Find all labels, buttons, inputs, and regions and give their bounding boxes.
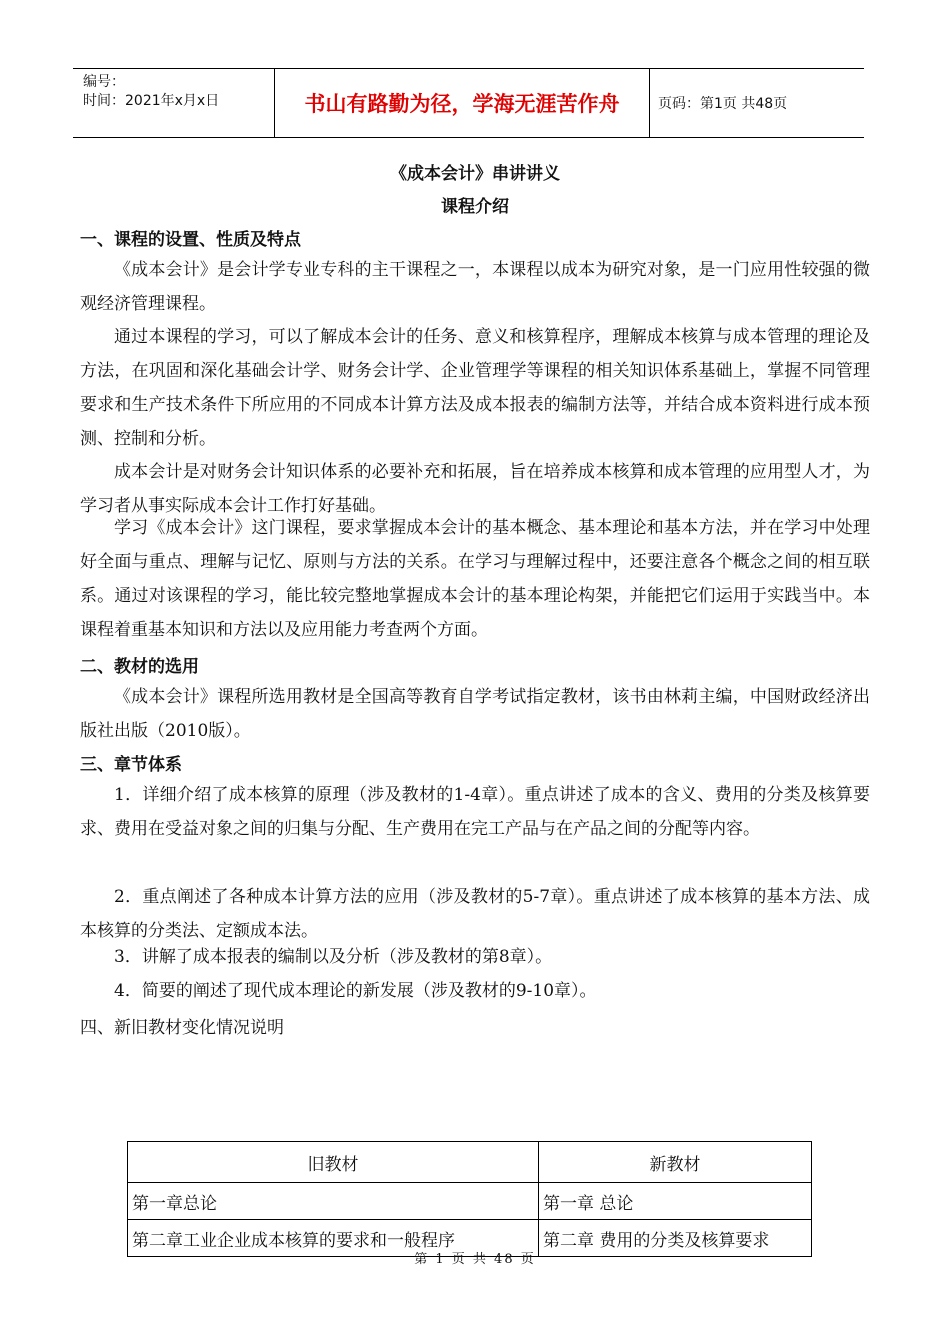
section-4-heading: 四、新旧教材变化情况说明 — [80, 1018, 284, 1038]
section-1-paragraph-3: 成本会计是对财务会计知识体系的必要补充和拓展，旨在培养成本核算和成本管理的应用型人才，为学习者从事实际成本会计工作打好基础。 — [80, 462, 870, 516]
table-header-new: 新教材 — [539, 1142, 812, 1183]
table-cell-old: 第一章总论 — [128, 1183, 539, 1220]
header-meta — [73, 69, 275, 137]
table-cell-new: 第二章 费用的分类及核算要求 — [539, 1220, 812, 1257]
section-1-paragraph-1: 《成本会计》是会计学专业专科的主干课程之一，本课程以成本为研究对象，是一门应用性较强的微观经济管理课程。 — [80, 260, 870, 314]
number-label: 编号： — [83, 74, 125, 90]
section-1-paragraph-4: 学习《成本会计》这门课程，要求掌握成本会计的基本概念、基本理论和基本方法，并在学习中处理好全面与重点、理解与记忆、原则与方法的关系。在学习与理解过程中，还要注意各个概念之间的相互联系。通过对该课程的学习，能比较完整地掌握成本会计的基本理论构架，并能把它们运用于实践当中。本课程着重基本知识和方法以及应用能力考查两个方面。 — [80, 518, 870, 640]
section-3-item-1: 1．详细介绍了成本核算的原理（涉及教材的1-4章）。重点讲述了成本的含义、费用的分类及核算要求、费用在受益对象之间的归集与分配、生产费用在完工产品与在产品之间的分配等内容。 — [80, 785, 870, 839]
table-row — [128, 1183, 812, 1220]
table-cell-old: 第二章工业企业成本核算的要求和一般程序 — [128, 1220, 539, 1257]
section-2-heading: 二、教材的选用 — [80, 657, 199, 677]
section-3-item-4: 4．简要的阐述了现代成本理论的新发展（涉及教材的9-10章）。 — [114, 981, 597, 1001]
page-footer: 第 1 页 共 48 页 — [414, 1252, 536, 1267]
section-1-heading: 一、课程的设置、性质及特点 — [80, 230, 301, 250]
section-3-item-3: 3．讲解了成本报表的编制以及分析（涉及教材的第8章）。 — [114, 947, 553, 967]
document-header — [73, 68, 864, 138]
header-page-code: 页码：第1页 共48页 — [658, 96, 788, 112]
header-motto: 书山有路勤为径，学海无涯苦作舟 — [275, 69, 650, 137]
table-header-old: 旧教材 — [128, 1142, 539, 1183]
document-title: 《成本会计》串讲讲义 — [390, 164, 560, 184]
table-header-row — [128, 1142, 812, 1183]
table-cell-new: 第一章 总论 — [539, 1183, 812, 1220]
time-label: 时间：2021年x月x日 — [83, 93, 220, 109]
section-3-item-2: 2．重点阐述了各种成本计算方法的应用（涉及教材的5-7章）。重点讲述了成本核算的基本方法、成本核算的分类法、定额成本法。 — [80, 887, 870, 941]
section-2-paragraph-1: 《成本会计》课程所选用教材是全国高等教育自学考试指定教材，该书由林莉主编，中国财政经济出版社出版（2010版）。 — [80, 687, 870, 741]
document-subtitle: 课程介绍 — [441, 197, 509, 217]
textbook-comparison-table — [127, 1141, 812, 1257]
section-3-heading: 三、章节体系 — [80, 755, 182, 775]
section-1-paragraph-2: 通过本课程的学习，可以了解成本会计的任务、意义和核算程序，理解成本核算与成本管理的理论及方法，在巩固和深化基础会计学、财务会计学、企业管理学等课程的相关知识体系基础上，掌握不同管理要求和生产技术条件下所应用的不同成本计算方法及成本报表的编制方法等，并结合成本资料进行成本预测、控制和分析。 — [80, 327, 870, 449]
